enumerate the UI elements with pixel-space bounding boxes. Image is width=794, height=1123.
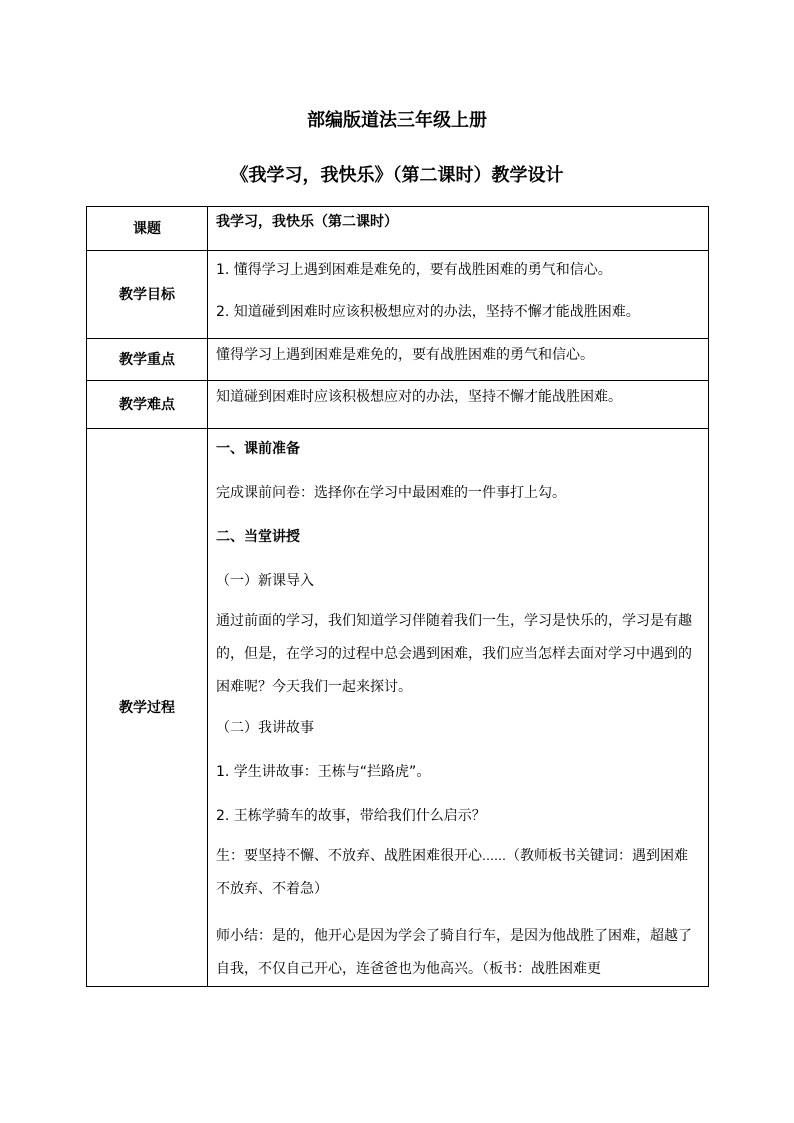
- key-label: 教学重点: [87, 339, 208, 381]
- row-topic: [87, 207, 709, 251]
- student-answer: [216, 840, 700, 906]
- process-label: 教学过程: [87, 429, 208, 987]
- row-process: [87, 429, 709, 987]
- student-answer-suffix: （教师板书关键词：遇到困难 不放弃、不着急）: [216, 848, 702, 897]
- topic-value: 我学习，我快乐（第二课时）: [216, 214, 398, 230]
- row-goal: [87, 251, 709, 339]
- row-key: [87, 339, 709, 381]
- intro-text: 通过前面的学习，我们知道学习伴随着我们一生，学习是快乐的，学习是有趣的，但是，在学习的过程中总会遇到困难，我们应当怎样去面对学习中遇到的困难呢？今天我们一起来探讨。: [216, 613, 692, 695]
- key-value: 懂得学习上遇到困难是难免的，要有战胜困难的勇气和信心。: [216, 347, 594, 363]
- row-difficulty: [87, 381, 709, 429]
- teacher-summary: 师小结：是的，他开心是因为学会了骑自行车，是因为他战胜了困难，超越了自我，不仅自己开心，连爸爸也为他高兴。（板书：战胜困难更: [216, 928, 692, 977]
- lesson-plan-table: [86, 206, 709, 987]
- section-prep-heading: 一、课前准备: [216, 441, 300, 457]
- goal-cell: [208, 251, 709, 339]
- prep-text: 完成课前问卷：选择你在学习中最困难的一件事打上勾。: [216, 485, 566, 501]
- topic-value-cell: [208, 207, 709, 251]
- subsection-intro-heading: （一）新课导入: [216, 573, 314, 589]
- key-cell: [208, 339, 709, 381]
- goal-item-2: 2. 知道碰到困难时应该积极想应对的办法，坚持不懈才能战胜困难。: [216, 304, 640, 320]
- section-teaching-heading: 二、当堂讲授: [216, 529, 300, 545]
- story-item-1: 1. 学生讲故事：王栋与“拦路虎”。: [216, 764, 431, 780]
- story-item-2: 2. 王栋学骑车的故事，带给我们什么启示？: [216, 808, 486, 824]
- difficulty-cell: [208, 381, 709, 429]
- topic-label: 课题: [87, 207, 208, 251]
- difficulty-value: 知道碰到困难时应该积极想应对的办法，坚持不懈才能战胜困难。: [216, 389, 622, 405]
- ellipsis: ……: [482, 849, 506, 863]
- goal-item-1: 1. 懂得学习上遇到困难是难免的，要有战胜困难的勇气和信心。: [216, 262, 612, 278]
- document-subtitle: 《我学习，我快乐》（第二课时）教学设计: [230, 165, 564, 186]
- student-answer-prefix: 生：要坚持不懈、不放弃、战胜困难很开心: [216, 848, 482, 864]
- goal-label: 教学目标: [87, 251, 208, 339]
- process-cell: [208, 429, 709, 987]
- difficulty-label: 教学难点: [87, 381, 208, 429]
- subsection-story-heading: （二）我讲故事: [216, 720, 314, 736]
- document-title: 部编版道法三年级上册: [307, 110, 487, 131]
